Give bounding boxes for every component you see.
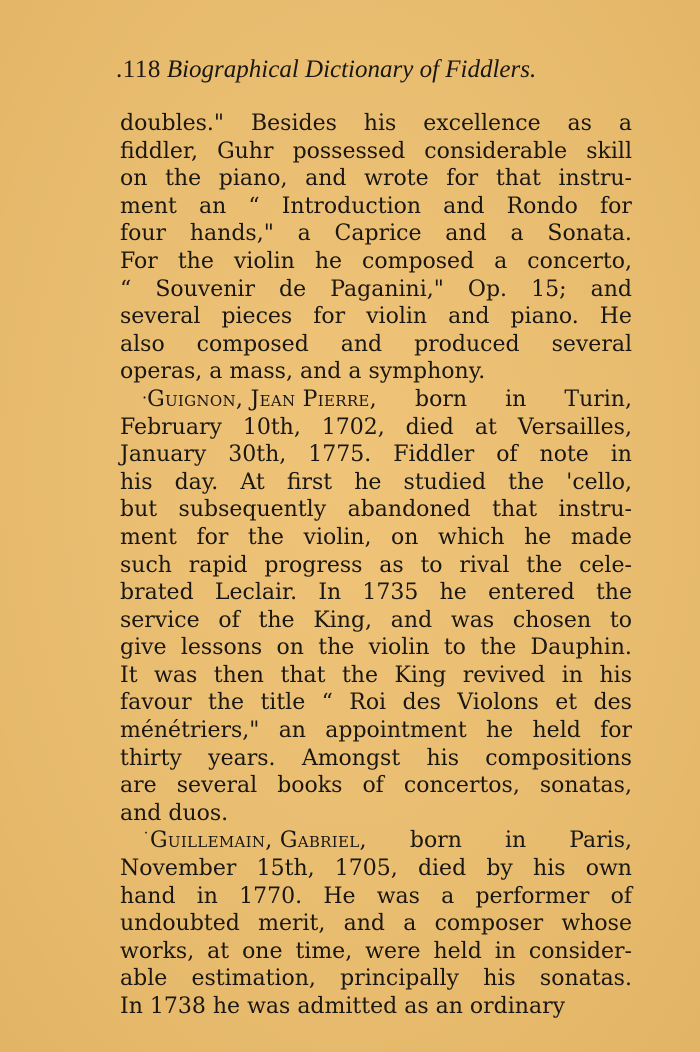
word: It bbox=[120, 662, 138, 688]
word: Sonata. bbox=[547, 221, 632, 247]
word: and bbox=[340, 331, 383, 357]
word: held bbox=[433, 938, 482, 964]
word: He bbox=[323, 883, 356, 909]
word: January bbox=[120, 442, 207, 468]
word: of bbox=[218, 607, 240, 633]
word: are bbox=[120, 773, 157, 799]
word: a bbox=[403, 911, 417, 937]
word: King, bbox=[313, 607, 373, 633]
word: the bbox=[165, 166, 202, 192]
word: de bbox=[279, 276, 307, 302]
book-page bbox=[116, 52, 632, 1032]
word: his bbox=[120, 469, 153, 495]
word: 1705, bbox=[334, 856, 398, 882]
word: books bbox=[277, 773, 343, 799]
word: instru- bbox=[558, 166, 632, 192]
word: to bbox=[443, 635, 466, 661]
word: admitted bbox=[297, 994, 398, 1019]
word: Op. bbox=[467, 276, 508, 302]
word: several bbox=[551, 331, 632, 357]
word: several bbox=[120, 304, 201, 330]
word: excellence bbox=[423, 111, 541, 136]
word: He bbox=[599, 304, 632, 330]
word: skill bbox=[586, 138, 632, 164]
word: his bbox=[533, 856, 566, 882]
word: a bbox=[494, 248, 508, 274]
text-line bbox=[120, 193, 632, 221]
word: Dauphin. bbox=[530, 635, 632, 661]
word: Amongst bbox=[301, 745, 401, 771]
text-line bbox=[120, 220, 632, 248]
text-line bbox=[120, 248, 632, 276]
text-line bbox=[120, 634, 632, 662]
word: died bbox=[417, 856, 467, 882]
word: the bbox=[595, 580, 632, 606]
word: Fiddler bbox=[393, 442, 475, 468]
word: November bbox=[120, 856, 237, 882]
word: abandoned bbox=[347, 497, 471, 523]
word: the bbox=[258, 607, 295, 633]
word: a bbox=[348, 359, 362, 385]
entry-head bbox=[142, 386, 377, 414]
word: in bbox=[505, 386, 527, 412]
word: which bbox=[438, 524, 505, 550]
word: wrote bbox=[364, 166, 429, 192]
word: entered bbox=[488, 580, 575, 606]
word: piano, bbox=[218, 166, 288, 192]
text-line bbox=[120, 607, 632, 635]
word: ordinary bbox=[469, 994, 566, 1019]
word: 1702, bbox=[321, 414, 385, 440]
word: violin bbox=[233, 248, 295, 274]
word: his bbox=[483, 966, 516, 992]
word: considerable bbox=[424, 138, 568, 164]
word: the bbox=[526, 552, 563, 578]
word: “ bbox=[120, 276, 132, 302]
word: ment bbox=[120, 193, 177, 219]
word: at bbox=[474, 414, 497, 440]
text-line bbox=[120, 414, 632, 442]
word: violin bbox=[366, 304, 428, 330]
word: violin, bbox=[303, 524, 372, 550]
word: his bbox=[363, 111, 397, 136]
word: of bbox=[362, 773, 384, 799]
text-line bbox=[120, 496, 632, 524]
word: for bbox=[600, 718, 632, 744]
text-line bbox=[120, 358, 632, 386]
word: that bbox=[280, 662, 326, 688]
word: four bbox=[120, 221, 167, 247]
word: whose bbox=[561, 911, 632, 937]
word: he bbox=[314, 248, 343, 274]
word: by bbox=[486, 856, 513, 882]
word: 1738 bbox=[149, 994, 206, 1019]
word: thirty bbox=[120, 745, 182, 771]
text-line bbox=[120, 772, 632, 800]
word: progress bbox=[264, 552, 363, 578]
word: 'cello, bbox=[566, 469, 632, 495]
word: at bbox=[207, 938, 230, 964]
word: concertos, bbox=[403, 773, 520, 799]
word: ment bbox=[120, 524, 177, 550]
word: but bbox=[120, 497, 158, 523]
word: instru- bbox=[558, 497, 632, 523]
word: in bbox=[494, 938, 516, 964]
word: Caprice bbox=[334, 221, 422, 247]
word: the bbox=[177, 248, 214, 274]
word: King bbox=[394, 662, 447, 688]
word: revived bbox=[462, 662, 546, 688]
word: mass, bbox=[229, 359, 293, 385]
word: for bbox=[446, 166, 479, 192]
word: the bbox=[341, 662, 378, 688]
word: des bbox=[593, 690, 632, 716]
word: 1775. bbox=[308, 442, 372, 468]
word: the bbox=[508, 469, 545, 495]
text-line bbox=[120, 993, 632, 1021]
word: Versailles, bbox=[517, 414, 632, 440]
margin-mark: ˙ bbox=[142, 829, 150, 849]
word: for bbox=[313, 304, 346, 330]
word: of bbox=[610, 883, 632, 909]
word: first bbox=[286, 469, 333, 495]
word: own bbox=[585, 856, 632, 882]
word: he bbox=[486, 718, 514, 744]
text-line bbox=[120, 165, 632, 193]
word: Leclair. bbox=[214, 580, 298, 606]
book-title: Biographical Dictionary of Fiddlers. bbox=[166, 56, 537, 83]
word: piano. bbox=[510, 304, 579, 330]
text-line bbox=[120, 965, 632, 993]
text-line bbox=[120, 331, 632, 359]
word: 1770. bbox=[239, 883, 303, 909]
word: Souvenir bbox=[155, 276, 255, 302]
word: a bbox=[510, 221, 524, 247]
text-line bbox=[120, 469, 632, 497]
word: one bbox=[242, 938, 283, 964]
text-line bbox=[120, 883, 632, 911]
word: Besides bbox=[250, 111, 337, 136]
word: a bbox=[618, 111, 632, 136]
word: give bbox=[120, 635, 167, 661]
word: the bbox=[480, 635, 517, 661]
word: Paganini," bbox=[330, 276, 444, 302]
word: note bbox=[539, 442, 589, 468]
word: as bbox=[567, 111, 592, 136]
page-number: .118 bbox=[116, 56, 161, 83]
word: also bbox=[120, 331, 165, 357]
word: 10th, bbox=[242, 414, 301, 440]
word: and bbox=[445, 221, 487, 247]
word: hands," bbox=[189, 221, 274, 247]
word: sonatas. bbox=[539, 966, 632, 992]
text-line bbox=[120, 552, 632, 580]
word: For bbox=[120, 248, 158, 274]
word: studied bbox=[403, 469, 487, 495]
word: brated bbox=[120, 580, 194, 606]
word: as bbox=[379, 552, 404, 578]
word: were bbox=[365, 938, 421, 964]
word: doubles." bbox=[120, 111, 225, 136]
word: a bbox=[209, 359, 223, 385]
word: pieces bbox=[221, 304, 293, 330]
word: works, bbox=[120, 938, 195, 964]
word: performer bbox=[475, 883, 590, 909]
text-line bbox=[120, 855, 632, 883]
word: an bbox=[278, 718, 306, 744]
running-head bbox=[116, 52, 632, 88]
word: and bbox=[443, 193, 485, 219]
body-text bbox=[120, 110, 632, 1021]
text-line bbox=[120, 689, 632, 717]
word: duos. bbox=[168, 800, 229, 826]
text-line bbox=[120, 938, 632, 966]
word: was bbox=[450, 607, 495, 633]
word: lessons bbox=[180, 635, 263, 661]
word: Roi bbox=[349, 690, 387, 716]
word: rival bbox=[459, 552, 510, 578]
word: time, bbox=[295, 938, 353, 964]
word: Paris, bbox=[569, 828, 632, 854]
word: he bbox=[212, 994, 241, 1019]
word: Violons bbox=[457, 690, 539, 716]
word: In bbox=[120, 994, 143, 1019]
word: in bbox=[610, 442, 632, 468]
word: 1735 bbox=[362, 580, 419, 606]
margin-mark: · bbox=[142, 387, 148, 407]
word: composed bbox=[196, 331, 309, 357]
word: he bbox=[524, 524, 552, 550]
word: to bbox=[609, 607, 632, 633]
word: produced bbox=[414, 331, 520, 357]
word: merit, bbox=[258, 911, 326, 937]
word: sonatas, bbox=[539, 773, 632, 799]
word: the bbox=[208, 690, 245, 716]
word: violin bbox=[368, 635, 430, 661]
word: a bbox=[297, 221, 311, 247]
word: held bbox=[532, 718, 581, 744]
word: and bbox=[448, 304, 490, 330]
word: a bbox=[441, 883, 455, 909]
word: for bbox=[196, 524, 229, 550]
word: Turin, bbox=[564, 386, 632, 412]
word: 15; bbox=[531, 276, 567, 302]
word: and bbox=[390, 607, 433, 633]
word: was bbox=[154, 662, 198, 688]
entry-head bbox=[142, 827, 367, 855]
word: estimation, bbox=[191, 966, 316, 992]
word: subsequently bbox=[178, 497, 327, 523]
word: composer bbox=[434, 911, 544, 937]
word: favour bbox=[120, 690, 192, 716]
word: ménétriers," bbox=[120, 718, 260, 744]
word: chosen bbox=[512, 607, 592, 633]
word: Rondo bbox=[506, 193, 578, 219]
word: cele- bbox=[579, 552, 632, 578]
word: to bbox=[420, 552, 443, 578]
entry-name: Guignon, Jean Pierre, bbox=[147, 386, 377, 412]
word: born bbox=[415, 386, 468, 412]
word: des bbox=[402, 690, 441, 716]
word: died bbox=[405, 414, 454, 440]
word: day. bbox=[174, 469, 219, 495]
word: undoubted bbox=[120, 911, 240, 937]
word: principally bbox=[340, 966, 459, 992]
text-line bbox=[120, 717, 632, 745]
word: Introduction bbox=[281, 193, 422, 219]
word: he bbox=[439, 580, 467, 606]
word: was bbox=[247, 994, 291, 1019]
text-line bbox=[120, 662, 632, 690]
word: 15th, bbox=[256, 856, 315, 882]
word: title bbox=[260, 690, 306, 716]
word: in bbox=[196, 883, 218, 909]
word: he bbox=[354, 469, 382, 495]
word: composed bbox=[362, 248, 475, 274]
word: appointment bbox=[325, 718, 467, 744]
text-line bbox=[120, 276, 632, 304]
word: the bbox=[318, 635, 355, 661]
word: such bbox=[120, 552, 172, 578]
text-line bbox=[120, 800, 632, 828]
word: on bbox=[276, 635, 304, 661]
word: concerto, bbox=[527, 248, 632, 274]
text-line bbox=[120, 579, 632, 607]
word: et bbox=[555, 690, 578, 716]
word: the bbox=[247, 524, 284, 550]
entry-name: Guillemain, Gabriel, bbox=[150, 828, 367, 854]
word: able bbox=[120, 966, 168, 992]
word: on bbox=[120, 166, 148, 192]
word: consider- bbox=[528, 938, 632, 964]
word: was bbox=[376, 883, 420, 909]
word: and bbox=[120, 800, 162, 826]
word: “ bbox=[248, 193, 260, 219]
word: “ bbox=[321, 690, 333, 716]
word: 30th, bbox=[228, 442, 287, 468]
text-line bbox=[120, 138, 632, 166]
word: in bbox=[504, 828, 527, 854]
word: that bbox=[495, 166, 541, 192]
word: made bbox=[570, 524, 632, 550]
word: years. bbox=[208, 745, 276, 771]
text-line bbox=[120, 303, 632, 331]
word: At bbox=[240, 469, 265, 495]
word: born bbox=[409, 828, 462, 854]
word: an bbox=[198, 193, 227, 219]
word: of bbox=[496, 442, 518, 468]
word: an bbox=[435, 994, 463, 1019]
word: his bbox=[426, 745, 459, 771]
text-line bbox=[120, 110, 632, 138]
word: symphony. bbox=[368, 359, 486, 385]
text-line bbox=[120, 386, 632, 414]
word: and bbox=[343, 911, 385, 937]
word: fiddler, bbox=[120, 138, 198, 164]
word: rapid bbox=[188, 552, 248, 578]
word: service bbox=[120, 607, 200, 633]
word: and bbox=[299, 359, 342, 385]
word: hand bbox=[120, 883, 176, 909]
word: as bbox=[404, 994, 429, 1019]
word: In bbox=[318, 580, 342, 606]
text-line bbox=[120, 524, 632, 552]
text-line bbox=[120, 827, 632, 855]
word: several bbox=[176, 773, 258, 799]
word: February bbox=[120, 414, 222, 440]
word: compositions bbox=[485, 745, 632, 771]
text-line bbox=[120, 745, 632, 773]
word: possessed bbox=[292, 138, 406, 164]
text-line bbox=[120, 441, 632, 469]
word: and bbox=[305, 166, 347, 192]
word: and bbox=[590, 276, 632, 302]
word: for bbox=[600, 193, 632, 219]
word: on bbox=[391, 524, 419, 550]
word: in bbox=[561, 662, 583, 688]
text-line bbox=[120, 910, 632, 938]
word: Guhr bbox=[217, 138, 274, 164]
word: that bbox=[492, 497, 538, 523]
word: operas, bbox=[120, 359, 203, 385]
word: his bbox=[599, 662, 632, 688]
word: then bbox=[213, 662, 264, 688]
